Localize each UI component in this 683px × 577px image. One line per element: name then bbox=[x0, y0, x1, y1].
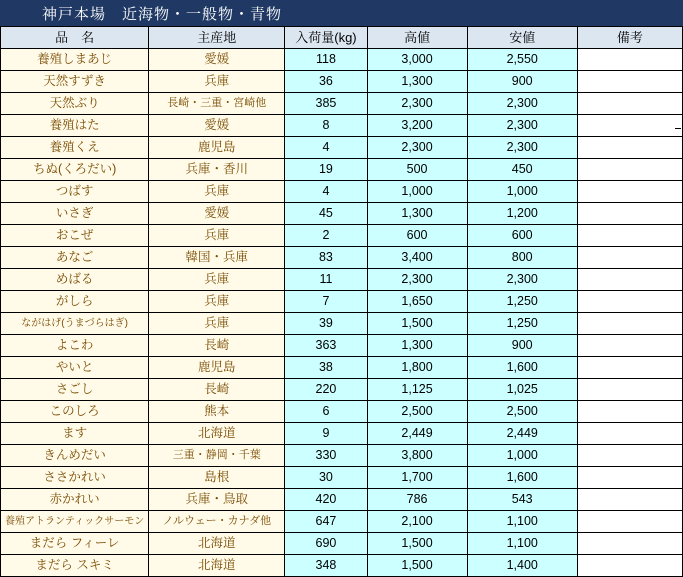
cell-note bbox=[577, 137, 682, 159]
cell-name: ます bbox=[1, 423, 149, 445]
cell-note bbox=[577, 159, 682, 181]
table-header-row bbox=[1, 27, 683, 49]
cell-low: 1,250 bbox=[467, 291, 577, 313]
cell-origin: 韓国・兵庫 bbox=[149, 247, 285, 269]
cell-high: 2,300 bbox=[367, 269, 467, 291]
column-header-origin: 主産地 bbox=[149, 27, 285, 49]
table-row bbox=[1, 357, 683, 379]
column-header-qty: 入荷量(kg) bbox=[285, 27, 367, 49]
cell-note bbox=[577, 181, 682, 203]
cell-low: 1,400 bbox=[467, 555, 577, 577]
cell-qty: 7 bbox=[285, 291, 367, 313]
cell-name: がしら bbox=[1, 291, 149, 313]
cell-qty: 38 bbox=[285, 357, 367, 379]
cell-note bbox=[577, 379, 682, 401]
cell-note bbox=[577, 115, 682, 137]
cell-low: 1,600 bbox=[467, 357, 577, 379]
cell-origin: 兵庫 bbox=[149, 225, 285, 247]
cell-low: 1,000 bbox=[467, 445, 577, 467]
cell-origin: 三重・静岡・千葉 bbox=[149, 445, 285, 467]
cell-low: 2,300 bbox=[467, 93, 577, 115]
page-title: 神戸本場 近海物・一般物・青物 bbox=[0, 0, 683, 26]
cell-name: めばる bbox=[1, 269, 149, 291]
cell-note bbox=[577, 401, 682, 423]
column-header-note: 備考 bbox=[577, 27, 682, 49]
table-row bbox=[1, 181, 683, 203]
cell-note bbox=[577, 467, 682, 489]
cell-note bbox=[577, 335, 682, 357]
table-row bbox=[1, 49, 683, 71]
cell-note bbox=[577, 291, 682, 313]
cell-origin: 島根 bbox=[149, 467, 285, 489]
cell-name: おこぜ bbox=[1, 225, 149, 247]
table-row bbox=[1, 533, 683, 555]
column-header-low: 安値 bbox=[467, 27, 577, 49]
cell-note bbox=[577, 555, 682, 577]
cell-origin: 兵庫 bbox=[149, 313, 285, 335]
table-row bbox=[1, 511, 683, 533]
cell-origin: 愛媛 bbox=[149, 49, 285, 71]
table-row bbox=[1, 335, 683, 357]
cell-high: 3,200 bbox=[367, 115, 467, 137]
table-row bbox=[1, 93, 683, 115]
table-row bbox=[1, 71, 683, 93]
cell-qty: 118 bbox=[285, 49, 367, 71]
table-row bbox=[1, 445, 683, 467]
cell-name: まだら フィーレ bbox=[1, 533, 149, 555]
cell-low: 2,300 bbox=[467, 269, 577, 291]
cell-qty: 690 bbox=[285, 533, 367, 555]
cell-note bbox=[577, 511, 682, 533]
cell-origin: 鹿児島 bbox=[149, 137, 285, 159]
table-row bbox=[1, 115, 683, 137]
cell-qty: 83 bbox=[285, 247, 367, 269]
cell-note bbox=[577, 247, 682, 269]
table-body bbox=[1, 49, 683, 577]
cell-high: 2,300 bbox=[367, 137, 467, 159]
cell-low: 2,449 bbox=[467, 423, 577, 445]
cell-name: つばす bbox=[1, 181, 149, 203]
cell-origin: 兵庫・香川 bbox=[149, 159, 285, 181]
cell-high: 1,300 bbox=[367, 71, 467, 93]
cell-low: 600 bbox=[467, 225, 577, 247]
cell-low: 1,200 bbox=[467, 203, 577, 225]
cell-name: 養殖はた bbox=[1, 115, 149, 137]
cell-high: 1,800 bbox=[367, 357, 467, 379]
cell-name: ながはげ(うまづらはぎ) bbox=[1, 313, 149, 335]
cell-origin: 兵庫 bbox=[149, 181, 285, 203]
edge-tick-mark bbox=[675, 128, 681, 129]
cell-high: 600 bbox=[367, 225, 467, 247]
cell-high: 3,800 bbox=[367, 445, 467, 467]
cell-qty: 8 bbox=[285, 115, 367, 137]
price-table bbox=[0, 26, 683, 577]
cell-origin: 愛媛 bbox=[149, 115, 285, 137]
cell-low: 800 bbox=[467, 247, 577, 269]
cell-note bbox=[577, 533, 682, 555]
cell-qty: 363 bbox=[285, 335, 367, 357]
cell-high: 1,700 bbox=[367, 467, 467, 489]
cell-qty: 220 bbox=[285, 379, 367, 401]
cell-low: 543 bbox=[467, 489, 577, 511]
cell-note bbox=[577, 49, 682, 71]
cell-high: 1,125 bbox=[367, 379, 467, 401]
cell-low: 900 bbox=[467, 335, 577, 357]
cell-name: やいと bbox=[1, 357, 149, 379]
cell-name: ちぬ(くろだい) bbox=[1, 159, 149, 181]
cell-low: 900 bbox=[467, 71, 577, 93]
cell-qty: 420 bbox=[285, 489, 367, 511]
table-row bbox=[1, 203, 683, 225]
cell-name: きんめだい bbox=[1, 445, 149, 467]
cell-high: 1,300 bbox=[367, 203, 467, 225]
cell-qty: 19 bbox=[285, 159, 367, 181]
cell-qty: 4 bbox=[285, 137, 367, 159]
cell-qty: 11 bbox=[285, 269, 367, 291]
cell-note bbox=[577, 489, 682, 511]
cell-note bbox=[577, 269, 682, 291]
cell-origin: 鹿児島 bbox=[149, 357, 285, 379]
table-row bbox=[1, 423, 683, 445]
cell-low: 2,550 bbox=[467, 49, 577, 71]
cell-qty: 36 bbox=[285, 71, 367, 93]
cell-high: 3,400 bbox=[367, 247, 467, 269]
cell-high: 2,300 bbox=[367, 93, 467, 115]
cell-low: 1,100 bbox=[467, 511, 577, 533]
cell-note bbox=[577, 71, 682, 93]
cell-qty: 45 bbox=[285, 203, 367, 225]
cell-origin: 兵庫 bbox=[149, 291, 285, 313]
cell-high: 2,500 bbox=[367, 401, 467, 423]
cell-high: 1,300 bbox=[367, 335, 467, 357]
cell-origin: 愛媛 bbox=[149, 203, 285, 225]
cell-note bbox=[577, 225, 682, 247]
cell-qty: 647 bbox=[285, 511, 367, 533]
cell-name: このしろ bbox=[1, 401, 149, 423]
cell-note bbox=[577, 313, 682, 335]
cell-low: 2,300 bbox=[467, 115, 577, 137]
cell-origin: 兵庫・鳥取 bbox=[149, 489, 285, 511]
cell-qty: 348 bbox=[285, 555, 367, 577]
table-row bbox=[1, 159, 683, 181]
cell-note bbox=[577, 203, 682, 225]
cell-name: あなご bbox=[1, 247, 149, 269]
cell-low: 1,600 bbox=[467, 467, 577, 489]
cell-qty: 39 bbox=[285, 313, 367, 335]
cell-note bbox=[577, 445, 682, 467]
cell-origin: 北海道 bbox=[149, 423, 285, 445]
column-header-name: 品 名 bbox=[1, 27, 149, 49]
cell-origin: 熊本 bbox=[149, 401, 285, 423]
cell-note bbox=[577, 357, 682, 379]
cell-qty: 385 bbox=[285, 93, 367, 115]
cell-low: 450 bbox=[467, 159, 577, 181]
cell-qty: 4 bbox=[285, 181, 367, 203]
cell-low: 2,300 bbox=[467, 137, 577, 159]
table-row bbox=[1, 247, 683, 269]
cell-qty: 30 bbox=[285, 467, 367, 489]
table-row bbox=[1, 291, 683, 313]
cell-name: 養殖くえ bbox=[1, 137, 149, 159]
cell-name: 赤かれい bbox=[1, 489, 149, 511]
cell-name: まだら スキミ bbox=[1, 555, 149, 577]
cell-high: 500 bbox=[367, 159, 467, 181]
cell-name: 養殖しまあじ bbox=[1, 49, 149, 71]
cell-origin: 兵庫 bbox=[149, 269, 285, 291]
cell-origin: 長崎・三重・宮崎他 bbox=[149, 93, 285, 115]
table-row bbox=[1, 269, 683, 291]
cell-name: 養殖アトランティックサーモン bbox=[1, 511, 149, 533]
table-row bbox=[1, 401, 683, 423]
cell-name: 天然ぶり bbox=[1, 93, 149, 115]
cell-high: 1,650 bbox=[367, 291, 467, 313]
cell-qty: 330 bbox=[285, 445, 367, 467]
cell-high: 1,500 bbox=[367, 533, 467, 555]
cell-high: 1,500 bbox=[367, 313, 467, 335]
cell-name: よこわ bbox=[1, 335, 149, 357]
cell-low: 1,000 bbox=[467, 181, 577, 203]
cell-high: 786 bbox=[367, 489, 467, 511]
cell-high: 1,000 bbox=[367, 181, 467, 203]
table-row bbox=[1, 137, 683, 159]
cell-high: 2,449 bbox=[367, 423, 467, 445]
cell-origin: 兵庫 bbox=[149, 71, 285, 93]
cell-qty: 2 bbox=[285, 225, 367, 247]
cell-name: ささかれい bbox=[1, 467, 149, 489]
table-row bbox=[1, 313, 683, 335]
cell-origin: 北海道 bbox=[149, 533, 285, 555]
cell-origin: ノルウェー・カナダ他 bbox=[149, 511, 285, 533]
cell-low: 1,250 bbox=[467, 313, 577, 335]
cell-name: 天然すずき bbox=[1, 71, 149, 93]
cell-low: 1,100 bbox=[467, 533, 577, 555]
table-row bbox=[1, 225, 683, 247]
cell-note bbox=[577, 93, 682, 115]
cell-low: 2,500 bbox=[467, 401, 577, 423]
cell-origin: 長崎 bbox=[149, 335, 285, 357]
cell-low: 1,025 bbox=[467, 379, 577, 401]
table-row bbox=[1, 489, 683, 511]
cell-note bbox=[577, 423, 682, 445]
table-row bbox=[1, 467, 683, 489]
column-header-high: 高値 bbox=[367, 27, 467, 49]
cell-name: さごし bbox=[1, 379, 149, 401]
cell-qty: 6 bbox=[285, 401, 367, 423]
cell-origin: 北海道 bbox=[149, 555, 285, 577]
cell-high: 3,000 bbox=[367, 49, 467, 71]
cell-name: いさぎ bbox=[1, 203, 149, 225]
table-row bbox=[1, 555, 683, 577]
table-row bbox=[1, 379, 683, 401]
cell-qty: 9 bbox=[285, 423, 367, 445]
cell-origin: 長崎 bbox=[149, 379, 285, 401]
cell-high: 1,500 bbox=[367, 555, 467, 577]
cell-high: 2,100 bbox=[367, 511, 467, 533]
